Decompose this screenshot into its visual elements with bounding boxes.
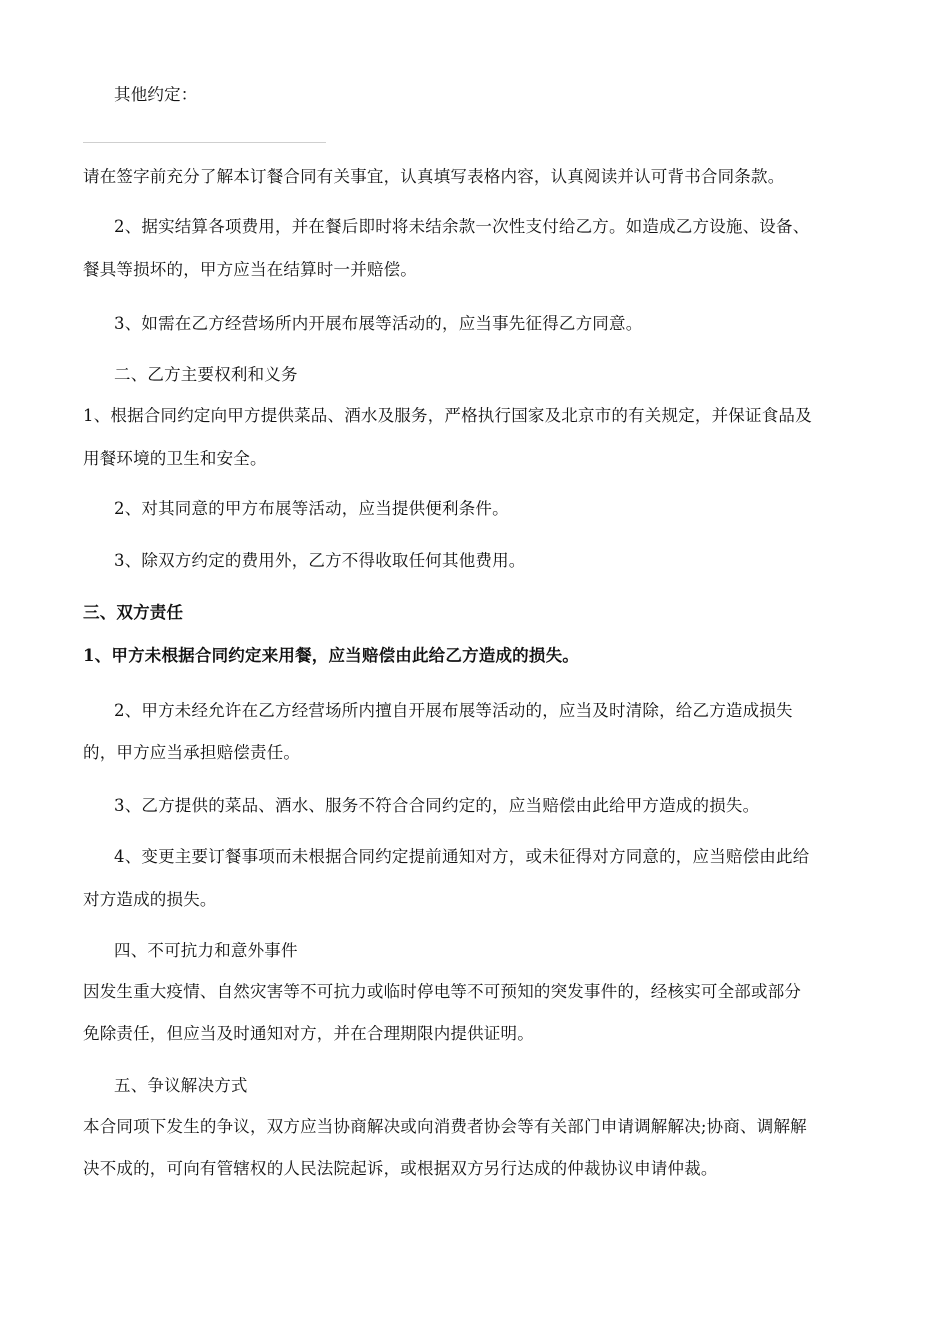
section-2-item-2: 2、对其同意的甲方布展等活动，应当提供便利条件。 <box>114 499 509 518</box>
section-2-heading: 二、乙方主要权利和义务 <box>114 365 298 384</box>
section-3-item-4-line-1: 4、变更主要订餐事项而未根据合同约定提前通知对方，或未征得对方同意的，应当赔偿由此给 <box>114 847 810 866</box>
section-4-heading: 四、不可抗力和意外事件 <box>114 941 298 960</box>
section-3-item-1: 1、甲方未根据合同约定来用餐，应当赔偿由此给乙方造成的损失。 <box>83 646 579 665</box>
section-4-body-line-1: 因发生重大疫情、自然灾害等不可抗力或临时停电等不可预知的突发事件的，经核实可全部或部分 <box>83 982 802 1001</box>
section-2-item-3: 3、除双方约定的费用外，乙方不得收取任何其他费用。 <box>114 551 526 570</box>
party-a-item-2-line-1: 2、据实结算各项费用，并在餐后即时将未结余款一次性支付给乙方。如造成乙方设施、设备、 <box>114 217 810 236</box>
section-2-item-1-line-1: 1、根据合同约定向甲方提供菜品、酒水及服务，严格执行国家及北京市的有关规定，并保证食品及 <box>83 406 812 425</box>
section-5-body-line-1: 本合同项下发生的争议，双方应当协商解决或向消费者协会等有关部门申请调解解决;协商、调解解 <box>83 1117 807 1136</box>
other-agreement-label: 其他约定： <box>114 85 198 104</box>
section-3-heading: 三、双方责任 <box>83 603 184 622</box>
section-4-body-line-2: 免除责任，但应当及时通知对方，并在合理期限内提供证明。 <box>83 1024 534 1043</box>
section-3-item-3: 3、乙方提供的菜品、酒水、服务不符合合同约定的，应当赔偿由此给甲方造成的损失。 <box>114 796 760 815</box>
signature-underline <box>83 142 326 143</box>
section-3-item-2-line-1: 2、甲方未经允许在乙方经营场所内擅自开展布展等活动的，应当及时清除，给乙方造成损失 <box>114 701 793 720</box>
section-5-heading: 五、争议解决方式 <box>114 1076 248 1095</box>
section-3-item-4-line-2: 对方造成的损失。 <box>83 890 217 909</box>
section-2-item-1-line-2: 用餐环境的卫生和安全。 <box>83 449 267 468</box>
party-a-item-2-line-2: 餐具等损坏的，甲方应当在结算时一并赔偿。 <box>83 260 417 279</box>
notice-text: 请在签字前充分了解本订餐合同有关事宜，认真填写表格内容，认真阅读并认可背书合同条款。 <box>83 167 785 186</box>
section-3-item-2-line-2: 的，甲方应当承担赔偿责任。 <box>83 743 301 762</box>
section-5-body-line-2: 决不成的，可向有管辖权的人民法院起诉，或根据双方另行达成的仲裁协议申请仲裁。 <box>83 1159 718 1178</box>
party-a-item-3: 3、如需在乙方经营场所内开展布展等活动的，应当事先征得乙方同意。 <box>114 314 643 333</box>
